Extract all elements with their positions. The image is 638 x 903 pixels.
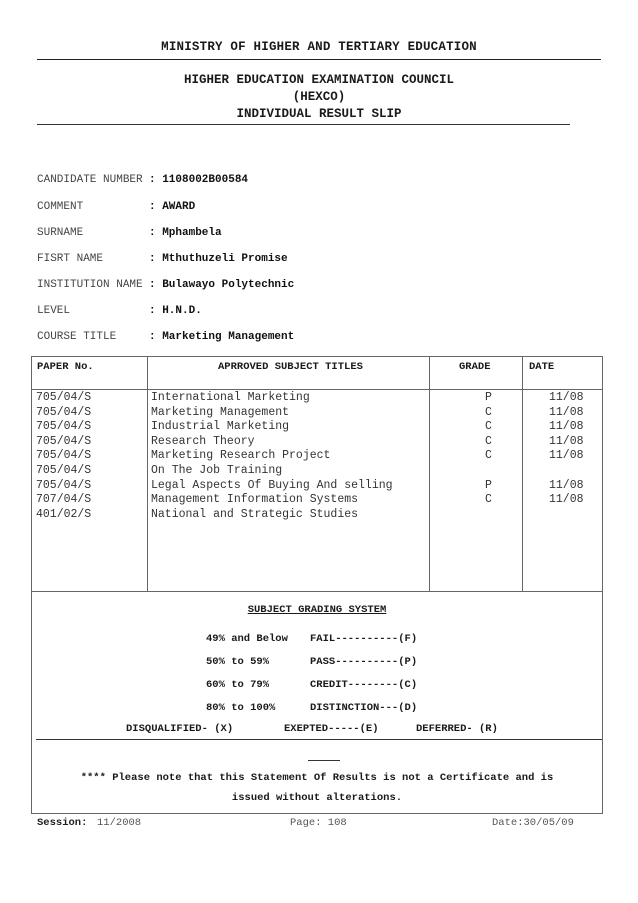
table-row: [32, 420, 602, 435]
table-row: [32, 479, 602, 494]
grade-result: FAIL----------(F): [310, 633, 418, 645]
grade-scale-row: [206, 656, 506, 670]
cell-grade: C: [485, 420, 492, 434]
cell-grade: C: [485, 434, 492, 448]
table-header: [32, 357, 602, 390]
cell-paper: 705/04/S: [36, 391, 92, 404]
grading-title: SUBJECT GRADING SYSTEM: [247, 604, 387, 616]
grade-range: 49% and Below: [206, 633, 288, 645]
cell-title: Legal Aspects Of Buying And selling: [151, 478, 393, 492]
ministry-title: MINISTRY OF HIGHER AND TERTIARY EDUCATION: [161, 40, 477, 54]
cell-paper: 705/04/S: [36, 478, 92, 492]
session-label: Session:: [37, 817, 88, 829]
code-exempted: EXEPTED-----(E): [284, 723, 379, 735]
header-date: DATE: [529, 361, 555, 373]
print-date: Date:30/05/09: [492, 817, 574, 829]
page-number: Page: 108: [290, 817, 347, 829]
cell-date: 11/08: [549, 420, 584, 434]
table-row: [32, 406, 602, 421]
cell-date: 11/08: [549, 405, 584, 419]
disclaimer-line-2: issued without alterations.: [231, 792, 403, 804]
council-heading: [0, 72, 638, 123]
field-label: COURSE TITLE: [37, 331, 117, 343]
field-value: : H.N.D.: [149, 305, 202, 317]
field-value: : Marketing Management: [149, 331, 295, 343]
cell-title: Marketing Management: [151, 405, 290, 419]
field-value: : Mthuthuzeli Promise: [149, 253, 288, 265]
cell-title: Research Theory: [151, 434, 255, 448]
section-divider-short: [308, 760, 340, 761]
header-titles: APRROVED SUBJECT TITLES: [218, 361, 363, 373]
cell-title: International Marketing: [151, 391, 310, 404]
code-deferred: DEFERRED- (R): [416, 723, 498, 735]
header-divider: [37, 59, 601, 60]
special-codes-row: [126, 723, 526, 737]
cell-paper: 705/04/S: [36, 420, 92, 434]
cell-title: Management Information Systems: [151, 493, 359, 507]
cell-grade: P: [485, 391, 492, 404]
grade-scale-row: [206, 702, 506, 716]
field-value: : Mphambela: [149, 227, 222, 239]
page-footer: [37, 817, 597, 831]
cell-title: On The Job Training: [151, 464, 283, 477]
cell-paper: 401/02/S: [36, 507, 92, 521]
grade-range: 60% to 79%: [206, 679, 270, 691]
field-label: FISRT NAME: [37, 253, 104, 265]
field-label: SURNAME: [37, 227, 84, 239]
grade-result: CREDIT--------(C): [310, 679, 418, 691]
cell-date: 11/08: [549, 391, 584, 404]
cell-title: Marketing Research Project: [151, 449, 331, 463]
table-row: [32, 435, 602, 450]
cell-grade: P: [485, 478, 492, 492]
field-label: CANDIDATE NUMBER: [37, 174, 143, 186]
results-table: [31, 356, 603, 814]
cell-paper: 705/04/S: [36, 464, 92, 477]
header-paper: PAPER No.: [37, 361, 94, 373]
grade-range: 50% to 59%: [206, 656, 270, 668]
table-row: [32, 464, 602, 479]
field-label: LEVEL: [37, 305, 71, 317]
cell-title: Industrial Marketing: [151, 420, 290, 434]
field-label: INSTITUTION NAME: [37, 279, 143, 291]
cell-grade: C: [485, 493, 492, 507]
council-name: HIGHER EDUCATION EXAMINATION COUNCIL: [183, 73, 455, 87]
cell-paper: 705/04/S: [36, 405, 92, 419]
cell-date: 11/08: [549, 478, 584, 492]
cell-grade: C: [485, 405, 492, 419]
field-label: COMMENT: [37, 201, 84, 213]
session-value: 11/2008: [97, 817, 142, 829]
grade-result: PASS----------(P): [310, 656, 418, 668]
table-row: [32, 391, 602, 406]
cell-paper: 705/04/S: [36, 434, 92, 448]
cell-grade: C: [485, 449, 492, 463]
field-value: : Bulawayo Polytechnic: [149, 279, 295, 291]
cell-title: National and Strategic Studies: [151, 507, 359, 521]
slip-title: INDIVIDUAL RESULT SLIP: [236, 107, 402, 121]
disclaimer-line-1: **** Please note that this Statement Of Results is not a Certificate and is: [80, 772, 554, 784]
grade-scale-row: [206, 679, 506, 693]
cell-date: 11/08: [549, 493, 584, 507]
cell-paper: 705/04/S: [36, 449, 92, 463]
grade-range: 80% to 100%: [206, 702, 276, 714]
cell-paper: 707/04/S: [36, 493, 92, 507]
table-row: [32, 508, 602, 523]
grading-section: [32, 591, 602, 804]
table-row: [32, 449, 602, 464]
title-underline: [37, 124, 570, 125]
field-value: : AWARD: [149, 201, 196, 213]
grade-scale-row: [206, 633, 506, 647]
cell-date: 11/08: [549, 449, 584, 463]
grade-result: DISTINCTION---(D): [310, 702, 418, 714]
field-value: : 1108002B00584: [149, 174, 249, 186]
code-disqualified: DISQUALIFIED- (X): [126, 723, 234, 735]
header-grade: GRADE: [459, 361, 491, 373]
table-row: [32, 493, 602, 508]
section-divider: [36, 739, 602, 740]
council-acronym: (HEXCO): [292, 90, 346, 104]
cell-date: 11/08: [549, 434, 584, 448]
